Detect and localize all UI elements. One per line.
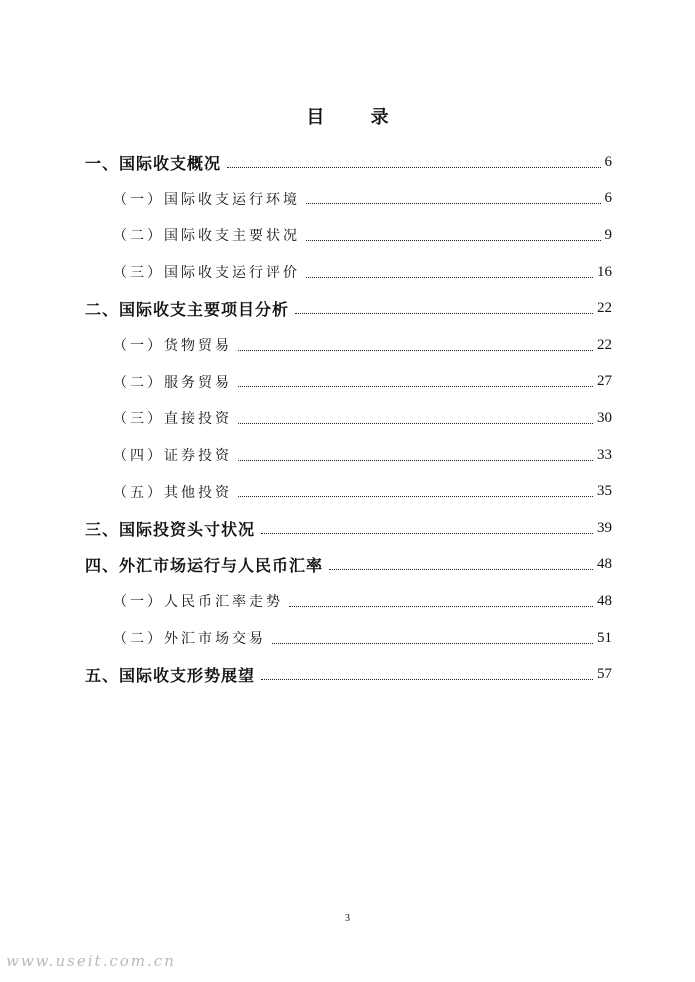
toc-entry[interactable]	[85, 217, 612, 254]
toc-entry-label: 五、国际收支形势展望	[85, 666, 256, 686]
toc-entry[interactable]	[85, 583, 612, 620]
toc-entry-label: （五）其他投资	[113, 484, 232, 501]
dot-leader	[272, 643, 593, 644]
dot-leader	[306, 203, 601, 204]
toc-entry[interactable]	[85, 327, 612, 364]
page-number: 3	[345, 913, 350, 924]
toc-entry-label: （二）服务贸易	[113, 374, 232, 391]
toc-entry-label: （三）国际收支运行评价	[113, 265, 300, 282]
dot-leader	[306, 277, 593, 278]
dot-leader	[261, 679, 593, 680]
toc-entry[interactable]	[85, 510, 612, 547]
toc-entry-page: 30	[597, 409, 612, 426]
toc-entry[interactable]	[85, 254, 612, 291]
toc-entry[interactable]	[85, 144, 612, 181]
toc-entry-page: 35	[597, 483, 612, 500]
toc-entry-label: （三）直接投资	[113, 411, 232, 428]
toc-entry-page: 27	[597, 373, 612, 390]
toc-entry-label: 四、外汇市场运行与人民币汇率	[85, 556, 324, 576]
toc-entry-label: （一）货物贸易	[113, 338, 232, 355]
toc-entry[interactable]	[85, 181, 612, 218]
toc-entry-label: 三、国际投资头寸状况	[85, 519, 256, 539]
toc-entry[interactable]	[85, 437, 612, 474]
toc-entry[interactable]	[85, 620, 612, 657]
toc-entry-page: 48	[597, 556, 612, 573]
toc-entry-page: 48	[597, 592, 612, 609]
dot-leader	[238, 496, 593, 497]
dot-leader	[238, 350, 593, 351]
toc-entry-page: 6	[604, 153, 612, 170]
watermark: www.useit.com.cn	[6, 952, 176, 970]
toc-entry[interactable]	[85, 473, 612, 510]
toc-entry-label: （一）国际收支运行环境	[113, 191, 300, 208]
toc-entry[interactable]	[85, 290, 612, 327]
toc-title: 目 录	[306, 107, 409, 128]
toc-entry[interactable]	[85, 656, 612, 693]
toc-entry-page: 9	[604, 226, 612, 243]
toc-entry-page: 22	[597, 300, 612, 317]
toc-entry-label: （二）国际收支主要状况	[113, 228, 300, 245]
dot-leader	[306, 240, 601, 241]
toc-entry[interactable]	[85, 547, 612, 584]
toc-entry[interactable]	[85, 400, 612, 437]
dot-leader	[329, 569, 593, 570]
toc-entry-page: 57	[597, 666, 612, 683]
toc-entry-page: 51	[597, 629, 612, 646]
toc-entry-page: 33	[597, 446, 612, 463]
dot-leader	[289, 606, 593, 607]
toc-entry-label: 二、国际收支主要项目分析	[85, 300, 290, 320]
toc-entry[interactable]	[85, 364, 612, 401]
toc-entry-page: 39	[597, 519, 612, 536]
toc-entry-label: （二）外汇市场交易	[113, 631, 266, 648]
toc-entry-label: 一、国际收支概况	[85, 153, 222, 173]
toc-entry-page: 16	[597, 263, 612, 280]
toc-entry-label: （一）人民币汇率走势	[113, 594, 283, 611]
dot-leader	[227, 167, 600, 168]
dot-leader	[238, 460, 593, 461]
toc-entry-page: 22	[597, 336, 612, 353]
toc-entry-label: （四）证券投资	[113, 448, 232, 465]
dot-leader	[238, 386, 593, 387]
dot-leader	[238, 423, 593, 424]
dot-leader	[261, 533, 593, 534]
table-of-contents	[85, 144, 612, 693]
dot-leader	[295, 313, 593, 314]
toc-entry-page: 6	[604, 190, 612, 207]
